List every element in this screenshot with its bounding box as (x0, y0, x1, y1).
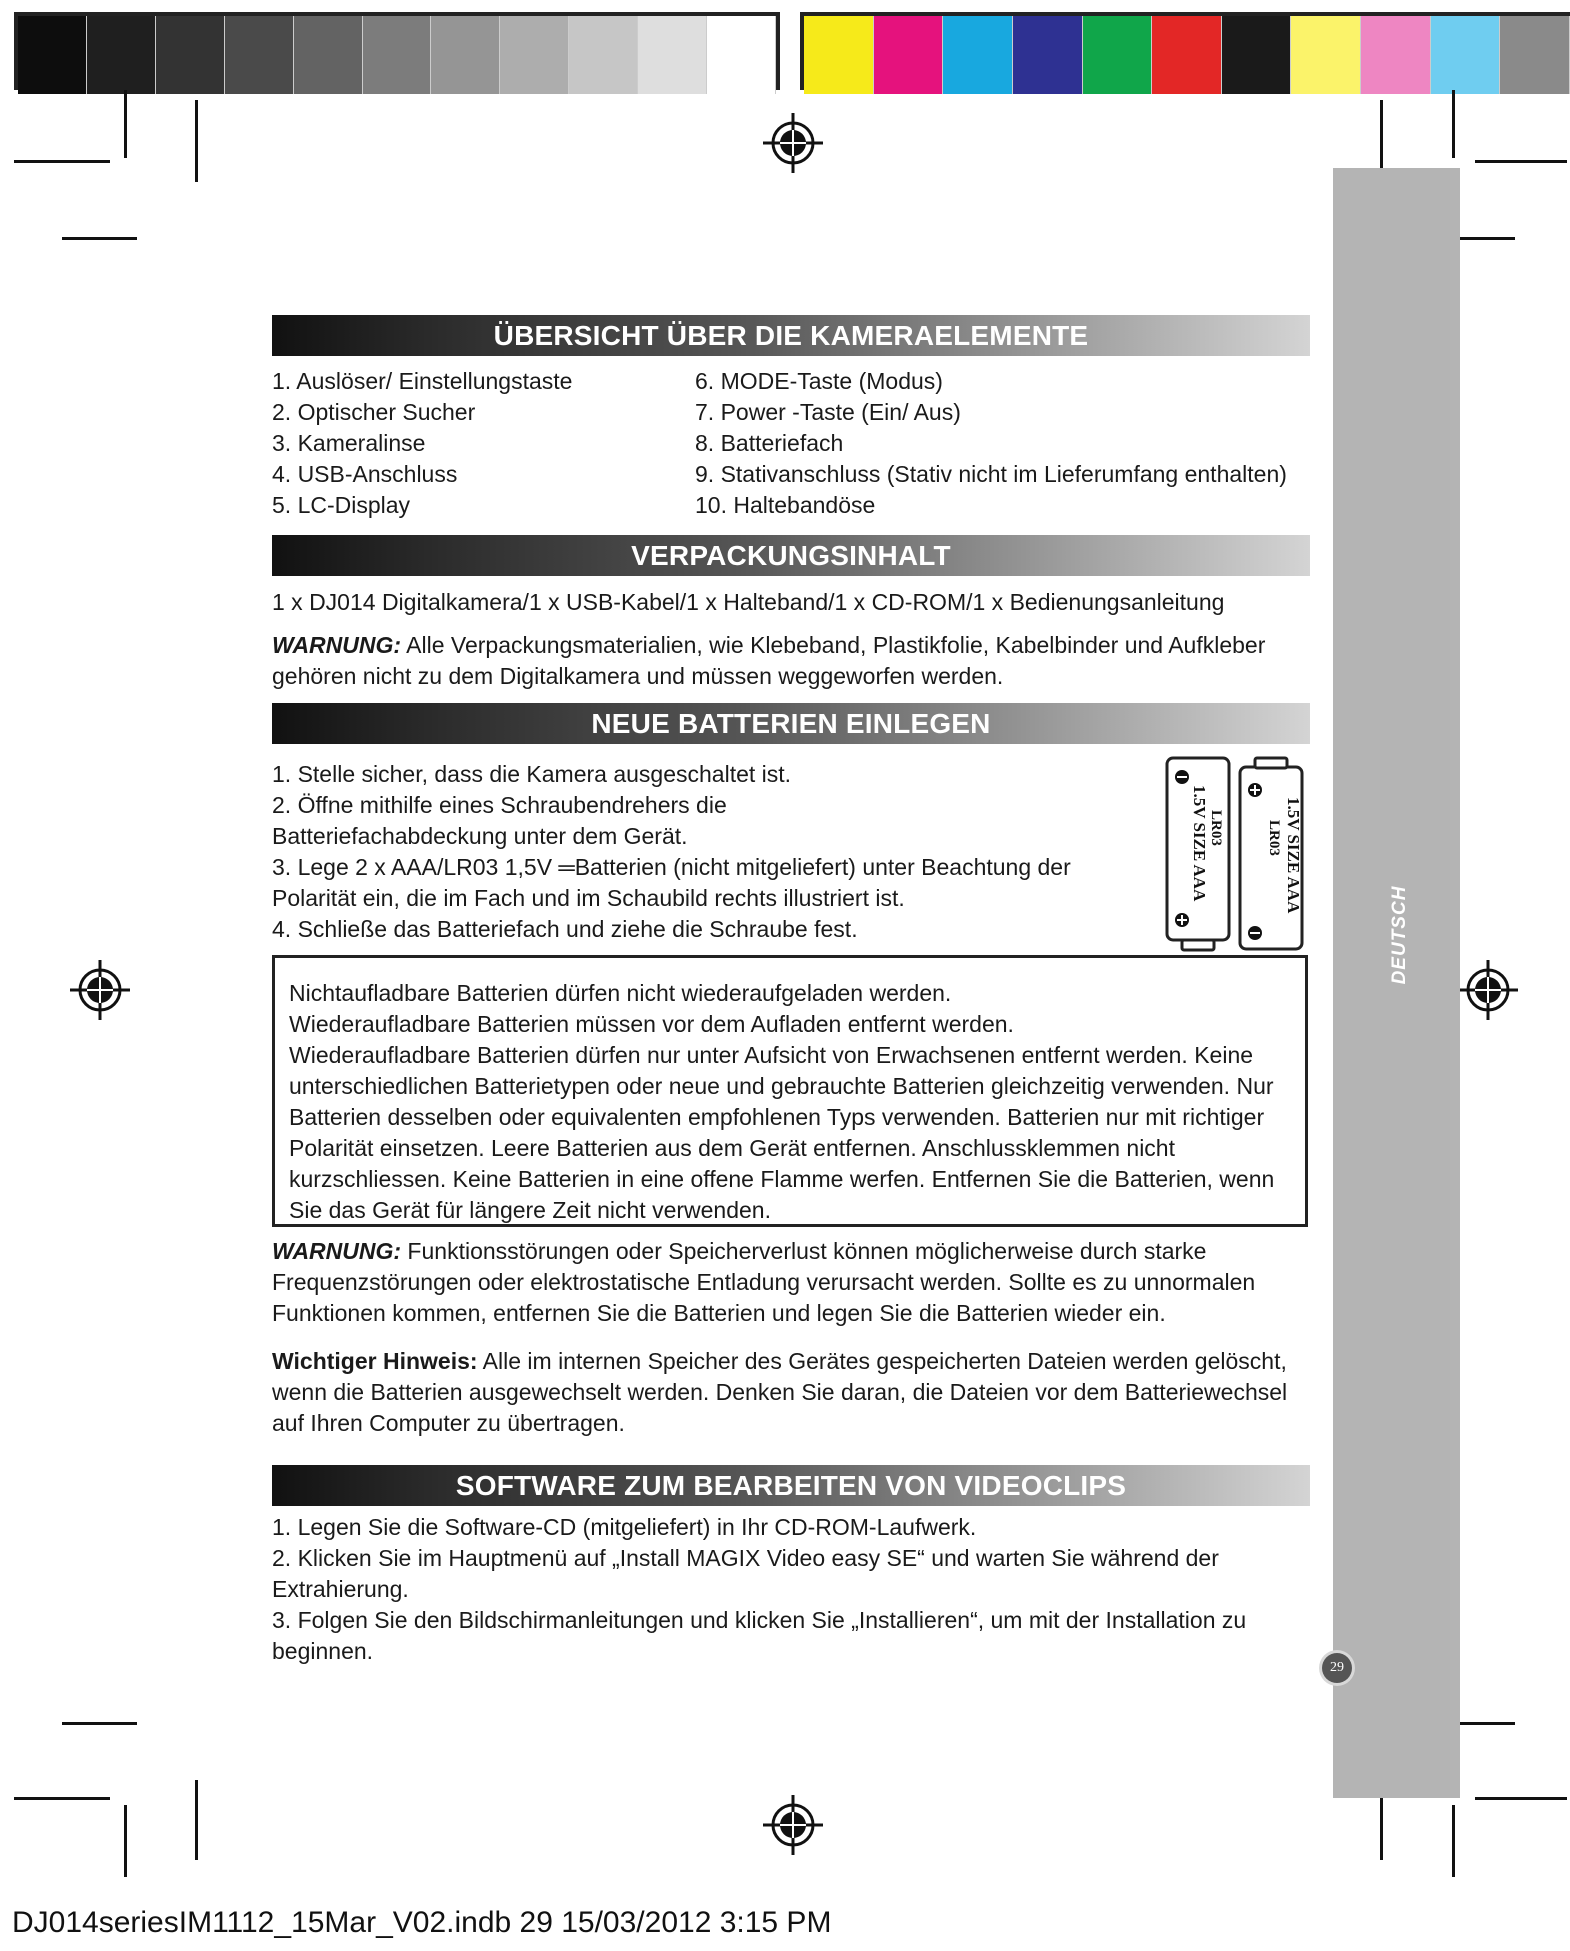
crop-mark (14, 1797, 110, 1800)
note-text: wenn die Batterien ausgewechselt werden. Denken Sie daran, die Dateien vor dem Batteriewechsel (272, 1379, 1288, 1405)
calibration-swatch (18, 16, 87, 94)
warning-text: gehören nicht zu dem Digitalkamera und müssen weggeworfen werden. (272, 663, 1004, 689)
calibration-swatch (1222, 16, 1292, 94)
calibration-swatch (363, 16, 432, 94)
calibration-swatch (1013, 16, 1083, 94)
calibration-swatch (1152, 16, 1222, 94)
package-warning (272, 630, 1265, 692)
list-item: 2. Öffne mithilfe eines Schraubendrehers die (272, 792, 727, 818)
warning-text: Alle Verpackungsmaterialien, wie Klebeband, Plastikfolie, Kabelbinder und Aufkleber (401, 632, 1266, 658)
safety-line: Polarität einsetzen. Leere Batterien aus dem Gerät entfernen. Anschlussklemmen nicht (289, 1135, 1175, 1161)
list-item: 3. Lege 2 x AAA/LR03 1,5V ═Batterien (nicht mitgeliefert) unter Beachtung der (272, 854, 1071, 880)
list-item: Extrahierung. (272, 1576, 409, 1602)
section-header-overview: ÜBERSICHT ÜBER DIE KAMERAELEMENTE (272, 315, 1310, 356)
calibration-swatch (1083, 16, 1153, 94)
battery-type-label: LR03 (1208, 810, 1224, 846)
safety-line: Batterien desselben oder equivalenten empfohlenen Typs verwenden. Batterien nur mit richtiger (289, 1104, 1265, 1130)
calibration-swatch (156, 16, 225, 94)
list-item: 6. MODE-Taste (Modus) (695, 368, 943, 394)
list-item: 1. Stelle sicher, dass die Kamera ausgeschaltet ist. (272, 761, 792, 787)
section-header-batteries: NEUE BATTERIEN EINLEGEN (272, 703, 1310, 744)
package-contents: 1 x DJ014 Digitalkamera/1 x USB-Kabel/1 x Halteband/1 x CD-ROM/1 x Bedienungsanleitung (272, 589, 1225, 615)
battery-warning (272, 1236, 1255, 1329)
crop-mark (1475, 1797, 1567, 1800)
list-item: 2. Klicken Sie im Hauptmenü auf „Install MAGIX Video easy SE“ und warten Sie während der (272, 1545, 1219, 1571)
section-header-package: VERPACKUNGSINHALT (272, 535, 1310, 576)
calibration-swatch (1500, 16, 1570, 94)
list-item: 8. Batteriefach (695, 430, 844, 456)
battery-type-label: LR03 (1266, 820, 1282, 856)
calibration-swatch (638, 16, 707, 94)
list-item: 4. Schließe das Batteriefach und ziehe die Schraube fest. (272, 916, 858, 942)
crop-mark (62, 237, 137, 240)
list-item: Polarität ein, die im Fach und im Schaubild rechts illustriert ist. (272, 885, 905, 911)
print-slug: DJ014seriesIM1112_15Mar_V02.indb 29 15/03/2012 3:15 PM (12, 1906, 832, 1939)
note-text: Alle im internen Speicher des Gerätes gespeicherten Dateien werden gelöscht, (477, 1348, 1287, 1374)
list-item: 9. Stativanschluss (Stativ nicht im Lieferumfang enthalten) (695, 461, 1287, 487)
crop-mark (62, 1722, 137, 1725)
list-item: beginnen. (272, 1638, 374, 1664)
calibration-swatch (1431, 16, 1501, 94)
list-item: 10. Haltebandöse (695, 492, 876, 518)
list-item: Batteriefachabdeckung unter dem Gerät. (272, 823, 688, 849)
language-label: DEUTSCH (1389, 885, 1410, 985)
calibration-swatch (1291, 16, 1361, 94)
crop-mark (195, 1780, 198, 1860)
battery-size-label: 1.5V SIZE AAA (1190, 785, 1209, 902)
battery-steps (272, 759, 1071, 945)
page-number: 29 (1322, 1653, 1352, 1683)
calibration-swatch (431, 16, 500, 94)
calibration-swatch (943, 16, 1013, 94)
list-item: 1. Legen Sie die Software-CD (mitgeliefert) in Ihr CD-ROM-Laufwerk. (272, 1514, 977, 1540)
calibration-swatch (225, 16, 294, 94)
section-header-software: SOFTWARE ZUM BEARBEITEN VON VIDEOCLIPS (272, 1465, 1310, 1506)
safety-line: Sie das Gerät für längere Zeit nicht verwenden. (289, 1197, 771, 1223)
warning-text: Funktionsstörungen oder Speicherverlust können möglicherweise durch starke (401, 1238, 1207, 1264)
note-text: auf Ihren Computer zu übertragen. (272, 1410, 625, 1436)
safety-line: unterschiedlichen Batterietypen oder neue und gebrauchte Batterien gleichzeitig verwenden. Nur (289, 1073, 1274, 1099)
list-item: 5. LC-Display (272, 492, 411, 518)
registration-mark-icon (70, 960, 130, 1020)
safety-line: kurzschliessen. Keine Batterien in eine offene Flamme werfen. Entfernen Sie die Batterien, wenn (289, 1166, 1275, 1192)
list-item: 4. USB-Anschluss (272, 461, 458, 487)
overview-list-right (695, 366, 1287, 521)
important-note (272, 1346, 1287, 1439)
registration-mark-icon (763, 1795, 823, 1855)
battery-right (1240, 758, 1303, 949)
list-item: 2. Optischer Sucher (272, 399, 476, 425)
safety-line: Nichtaufladbare Batterien dürfen nicht wiederaufgeladen werden. (289, 980, 952, 1006)
calibration-swatch (707, 16, 776, 94)
list-item: 7. Power -Taste (Ein/ Aus) (695, 399, 961, 425)
registration-mark-icon (763, 113, 823, 173)
warning-text: Frequenzstörungen oder elektrostatische Entladung verursacht werden. Sollte es zu unnormalen (272, 1269, 1256, 1295)
calibration-swatch (294, 16, 363, 94)
note-label: Wichtiger Hinweis: (272, 1348, 478, 1374)
list-item: 1. Auslöser/ Einstellungstaste (272, 368, 573, 394)
warning-label: WARNUNG: (272, 1238, 402, 1264)
crop-mark (1475, 160, 1567, 163)
crop-mark (124, 1805, 127, 1877)
calibration-swatch (1361, 16, 1431, 94)
calibration-swatch (500, 16, 569, 94)
safety-text (289, 978, 1274, 1226)
battery-left (1167, 758, 1229, 950)
list-item: 3. Folgen Sie den Bildschirmanleitungen und klicken Sie „Installieren“, um mit der Installation zu (272, 1607, 1247, 1633)
warning-text: Funktionen kommen, entfernen Sie die Batterien und legen Sie die Batterien wieder ein. (272, 1300, 1166, 1326)
crop-mark (124, 90, 127, 158)
crop-mark (195, 100, 198, 182)
calibration-swatch (87, 16, 156, 94)
battery-safety-box (272, 955, 1308, 1227)
list-item: 3. Kameralinse (272, 430, 426, 456)
calibration-swatch (874, 16, 944, 94)
crop-mark (14, 160, 110, 163)
software-steps (272, 1512, 1246, 1667)
calibration-swatch (569, 16, 638, 94)
color-calibration-bar (800, 12, 1570, 90)
safety-line: Wiederaufladbare Batterien müssen vor dem Aufladen entfernt werden. (289, 1011, 1014, 1037)
crop-mark (1452, 90, 1455, 158)
calibration-swatch (804, 16, 874, 94)
warning-label: WARNUNG: (272, 632, 402, 658)
battery-size-label: 1.5V SIZE AAA (1284, 797, 1303, 914)
registration-mark-icon (1458, 960, 1518, 1020)
grayscale-calibration-bar (14, 12, 780, 90)
safety-line: Wiederaufladbare Batterien dürfen nur unter Aufsicht von Erwachsenen entfernt werden. Keine (289, 1042, 1254, 1068)
crop-mark (1452, 1805, 1455, 1877)
overview-list-left (272, 366, 572, 521)
battery-illustration (1160, 755, 1310, 955)
